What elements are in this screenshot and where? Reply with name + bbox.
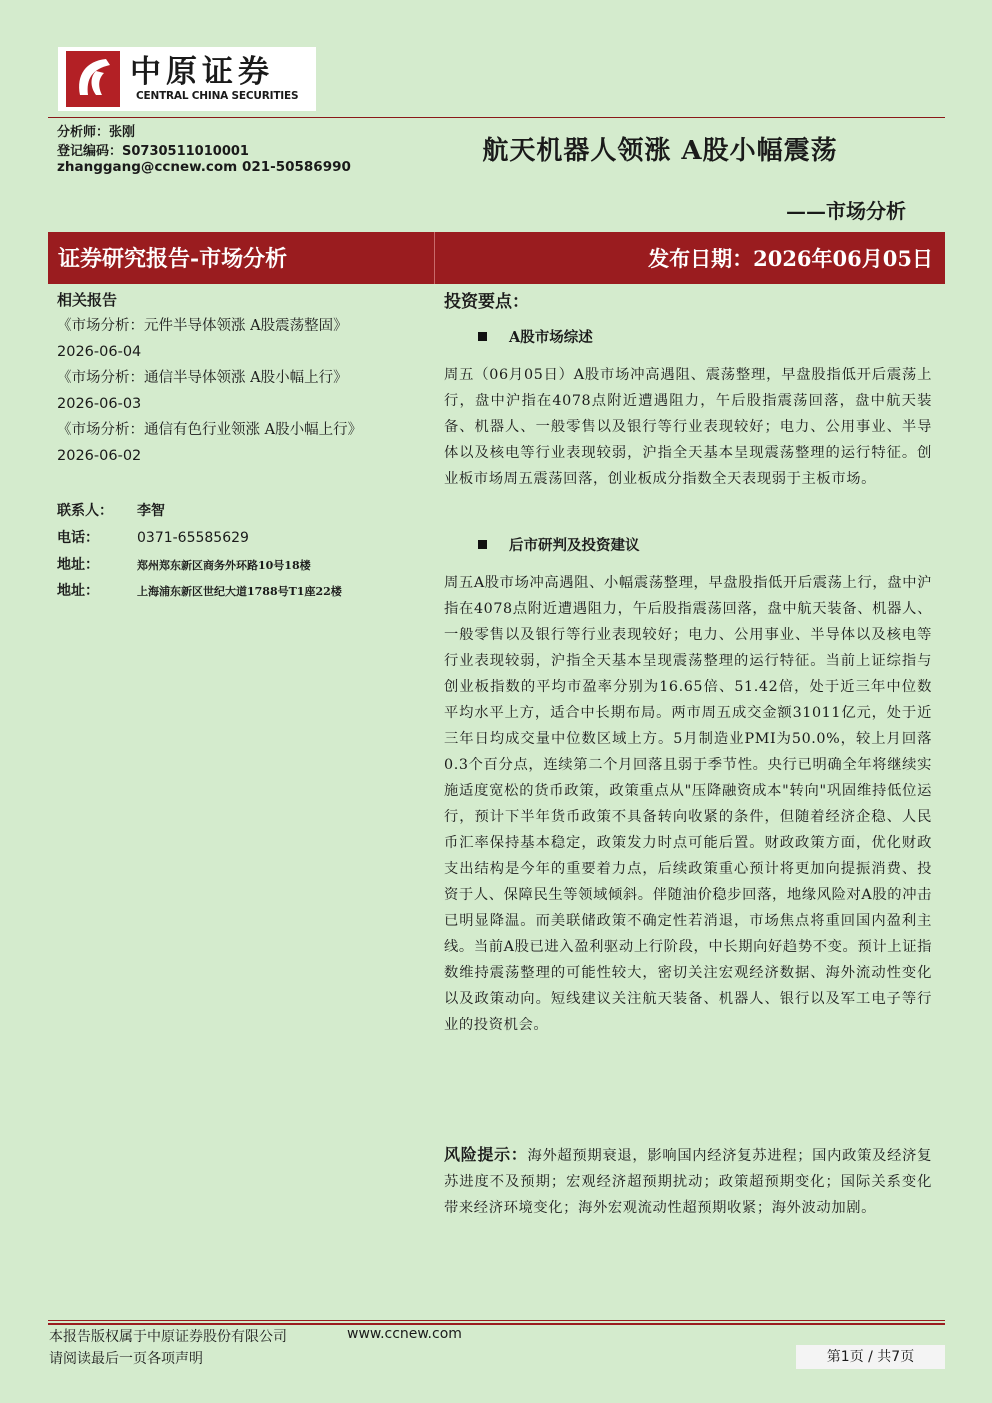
bullet-square-icon <box>478 540 487 549</box>
contact-phone-row <box>57 527 249 547</box>
related-report-item[interactable] <box>57 417 387 469</box>
market-review-text: 周五（06月05日）A股市场冲高遇阻、震荡整理，早盘股指低开后震荡上行，盘中沪指在4078点附近遭遇阻力，午后股指震荡回落，盘中航天装备、机器人、一般零售以及银行等行业表现较好；电力、公用事业、半导体以及核电等行业表现较弱，沪指全天基本呈现震荡整理的运行特征。创业板市场周五震荡回落，创业板成分指数全天表现弱于主板市场。 <box>444 367 932 487</box>
header-divider <box>48 117 945 118</box>
logo-mark-icon <box>66 51 120 107</box>
section-market-review-heading <box>478 326 593 347</box>
related-report-date: 2026-06-02 <box>57 448 142 464</box>
contact-address-row <box>57 580 342 600</box>
contact-phone: 0371-65585629 <box>137 530 249 546</box>
footer-notice: 请阅读最后一页各项声明 <box>49 1351 203 1367</box>
contact-address-row <box>57 554 311 574</box>
contact-address-label: 地址： <box>57 557 99 573</box>
publish-date: 发布日期：2026年06月05日 <box>648 246 933 271</box>
section-title: A股市场综述 <box>509 329 593 346</box>
related-report-date: 2026-06-03 <box>57 396 142 412</box>
contact-person-label: 联系人： <box>57 503 113 519</box>
section-title: 后市研判及投资建议 <box>509 537 640 554</box>
page-indicator: 第1页 / 共7页 <box>796 1345 945 1369</box>
contact-person-row <box>57 500 165 520</box>
company-logo <box>58 47 316 111</box>
related-reports-heading: 相关报告 <box>57 291 118 309</box>
footer-website-link[interactable]: www.ccnew.com <box>347 1326 462 1342</box>
report-type-band <box>48 232 945 284</box>
risk-warning <box>444 1142 932 1221</box>
report-title: 航天机器人领涨 A股小幅震荡 <box>482 136 838 166</box>
contact-address: 郑州郑东新区商务外环路10号18楼 <box>137 559 311 572</box>
analyst-registration: 登记编码：S0730511010001 <box>57 144 249 159</box>
related-report-title[interactable]: 《市场分析：元件半导体领涨 A股震荡整固》 <box>57 318 348 334</box>
contact-address: 上海浦东新区世纪大道1788号T1座22楼 <box>137 585 342 598</box>
related-report-title[interactable]: 《市场分析：通信半导体领涨 A股小幅上行》 <box>57 370 348 386</box>
bullet-square-icon <box>478 332 487 341</box>
outlook-text: 周五A股市场冲高遇阻、小幅震荡整理，早盘股指低开后震荡上行，盘中沪指在4078点附近遭遇阻力，午后股指震荡回落，盘中航天装备、机器人、一般零售以及银行等行业表现较好；电力、公用事业、半导体以及核电等行业表现较弱，沪指全天基本呈现震荡整理的运行特征。当前上证综指与创业板指数的平均市盈率分别为16.65倍、51.42倍，处于近三年中位数平均水平上方，适合中长期布局。两市周五成交金额31011亿元，处于近三年日均成交量中位数区域上方。5月制造业PMI为50.0%，较上月回落0.3个百分点，连续第二个月回落且弱于季节性。央行已明确全年将继续实施适度宽松的货币政策，政策重点从"压降融资成本"转向"巩固维持低位运行，预计下半年货币政策不具备转向收紧的条件，但随着经济企稳、人民币汇率保持基本稳定，政策发力时点可能后置。财政政策方面，优化财政支出结构是今年的重要着力点，后续政策重心预计将更加向提振消费、投资于人、保障民生等领域倾斜。伴随油价稳步回落，地缘风险对A股的冲击已明显降温。而美联储政策不确定性若消退，市场焦点将重回国内盈利主线。当前A股已进入盈利驱动上行阶段，中长期向好趋势不变。预计上证指数维持震荡整理的可能性较大，密切关注宏观经济数据、海外流动性变化以及政策动向。短线建议关注航天装备、机器人、银行以及军工电子等行业的投资机会。 <box>444 575 932 1033</box>
related-report-item[interactable] <box>57 365 387 417</box>
footer-copyright: 本报告版权属于中原证券股份有限公司 <box>49 1329 287 1345</box>
related-report-title[interactable]: 《市场分析：通信有色行业领涨 A股小幅上行》 <box>57 422 363 438</box>
contact-phone-label: 电话： <box>57 530 99 546</box>
risk-label: 风险提示： <box>444 1145 528 1164</box>
band-separator <box>434 232 435 284</box>
section-outlook-heading <box>478 534 640 555</box>
logo-text-cn: 中原证券 <box>130 54 274 90</box>
contact-person: 李智 <box>137 503 165 519</box>
analyst-contact: zhanggang@ccnew.com 021-50586990 <box>57 159 351 175</box>
related-report-date: 2026-06-04 <box>57 344 142 360</box>
investment-points-heading: 投资要点： <box>444 292 529 312</box>
footer-divider-thick <box>48 1323 945 1325</box>
report-subtitle: ——市场分析 <box>786 199 906 223</box>
contact-address-label: 地址： <box>57 583 99 599</box>
logo-text-en: CENTRAL CHINA SECURITIES <box>136 90 299 102</box>
footer-divider <box>48 1320 945 1321</box>
analyst-name: 分析师：张刚 <box>57 125 136 140</box>
related-report-item[interactable] <box>57 313 387 365</box>
report-type: 证券研究报告-市场分析 <box>58 246 288 272</box>
risk-text: 海外超预期衰退，影响国内经济复苏进程；国内政策及经济复苏进度不及预期；宏观经济超预期扰动；政策超预期变化；国际关系变化带来经济环境变化；海外宏观流动性超预期收紧；海外波动加剧。 <box>444 1148 932 1216</box>
